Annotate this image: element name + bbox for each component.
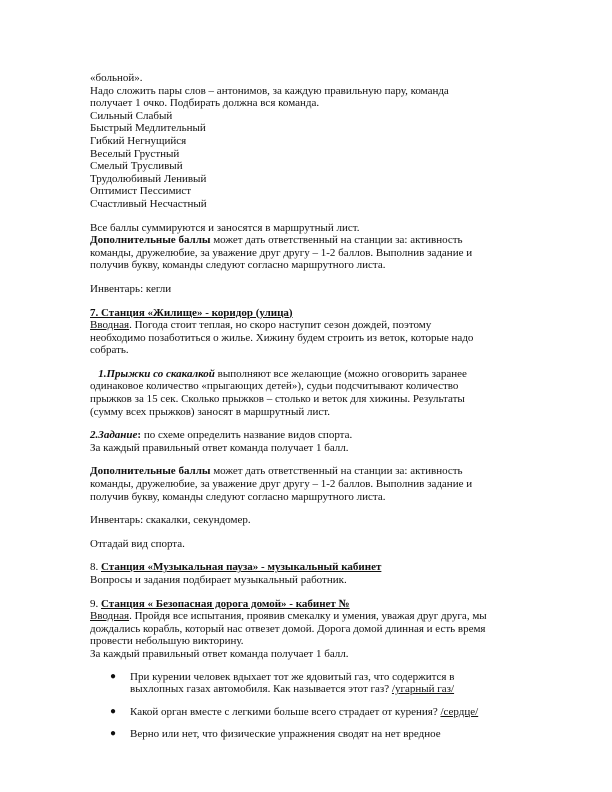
bonus-line: команды, дружелюбие, за уважение друг другу – 1-2 баллов. Выполнив задание и: [90, 246, 473, 259]
bonus-line: команды, дружелюбие, за уважение друг другу – 1-2 баллов. Выполнив задание и: [90, 478, 473, 491]
inventory-text: Инвентарь: кегли: [90, 282, 172, 295]
station-8-title: 8. Станция «Музыкальная пауза» - музыкальный кабинет: [90, 561, 382, 574]
station-9-intro-line: провести небольшую викторину.: [90, 635, 244, 648]
quiz-list: [90, 671, 520, 741]
task-2: 2.Задание: по схеме определить название видов спорта.: [90, 429, 353, 442]
task-1-line: прыжков за 15 сек. Сколько прыжков – столько и веток для хижины. Результаты: [90, 393, 465, 406]
task-1-label: 1.Прыжки со скакалкой: [98, 367, 215, 380]
task-1-line: (сумму всех прыжков) заносят в маршрутный лист.: [90, 405, 330, 418]
antonym-pair: Счастливый Несчастный: [90, 197, 207, 210]
antonym-pair: Быстрый Медлительный: [90, 122, 206, 135]
intro-line-2: получает 1 очко. Подбирать должна вся команда.: [90, 97, 320, 110]
bonus-line: получив букву, команды следуют согласно маршрутного листа.: [90, 490, 386, 503]
station-7-intro-line: необходимо позаботиться о жилье. Хижину будем строить из веток, которые надо: [90, 331, 474, 344]
intro-line-1: Надо сложить пары слов – антонимов, за каждую правильную пару, команда: [90, 84, 449, 97]
bonus-label: Дополнительные баллы: [90, 465, 211, 478]
task-1-line: одинаковое количество «прыгающих детей»), судьи подсчитывают количество: [90, 380, 459, 393]
bonus-paragraph-1: [90, 234, 520, 247]
station-9-intro: Вводная. Пройдя все испытания, проявив смекалку и умения, уважая друг друга, мы: [90, 610, 487, 623]
quiz-answer: /угарный газ/: [391, 683, 455, 696]
bonus-text: может дать ответственный на станции за: активность: [210, 465, 463, 478]
station-9-intro-line: За каждый правильный ответ команда получает 1 балл.: [90, 647, 349, 660]
station-7-intro-line: собрать.: [90, 344, 129, 357]
bullet-icon: ●: [110, 705, 117, 717]
antonym-pair: Трудолюбивый Ленивый: [90, 172, 207, 185]
summary-text: Все баллы суммируются и заносятся в маршрутный лист.: [90, 221, 360, 234]
station-8-text: Вопросы и задания подбирает музыкальный работник.: [90, 574, 347, 586]
document-content: [90, 72, 520, 752]
intro-line-0: «больной».: [90, 72, 143, 84]
guess-sport-text: Отгадай вид спорта.: [90, 537, 185, 550]
bullet-icon: ●: [110, 670, 117, 682]
bullet-icon: ●: [110, 728, 117, 740]
station-7-title: 7. Станция «Жилище» - коридор (улица): [90, 306, 293, 319]
bonus-paragraph-2: [90, 465, 520, 478]
bonus-label: Дополнительные баллы: [90, 234, 211, 247]
quiz-item: ● При курении человек вдыхает тот же ядовитый газ, что содержится в выхлопных газах автомобиля. Как называется этот газ? /угарный газ/: [110, 670, 455, 696]
quiz-item: ● Какой орган вместе с легкими больше всего страдает от курения? /сердце/: [110, 705, 479, 718]
task-2-line: За каждый правильный ответ команда получает 1 балл.: [90, 441, 349, 454]
antonym-pair: Оптимист Пессимист: [90, 185, 192, 198]
task-2-label: 2.Задание: [90, 429, 138, 442]
antonym-pair: Веселый Грустный: [90, 147, 180, 160]
antonym-pair: Гибкий Негнущийся: [90, 134, 187, 147]
bonus-text: может дать ответственный на станции за: активность: [210, 234, 463, 247]
quiz-item: ● Верно или нет, что физические упражнения сводят на нет вредное: [110, 728, 441, 741]
antonym-pairs-list: [90, 110, 520, 211]
station-9-intro-line: дождались корабль, который нас отвезет домой. Дорога домой длинная и есть время: [90, 622, 486, 635]
intro-label: Вводная: [90, 610, 130, 623]
inventory-text: Инвентарь: скакалки, секундомер.: [90, 514, 251, 527]
task-1: 1.Прыжки со скакалкой выполняют все желающие (можно оговорить заранее: [98, 367, 467, 380]
antonym-pair: Смелый Трусливый: [90, 160, 183, 173]
antonym-pair: Сильный Слабый: [90, 109, 173, 122]
station-7-intro: Вводная. Погода стоит теплая, но скоро наступит сезон дождей, поэтому: [90, 319, 432, 332]
intro-label: Вводная: [90, 319, 130, 332]
bonus-line: получив букву, команды следуют согласно маршрутного листа.: [90, 259, 386, 272]
quiz-answer: /сердце/: [440, 705, 479, 718]
station-9-title: 9. Станция « Безопасная дорога домой» - кабинет №: [90, 597, 350, 610]
